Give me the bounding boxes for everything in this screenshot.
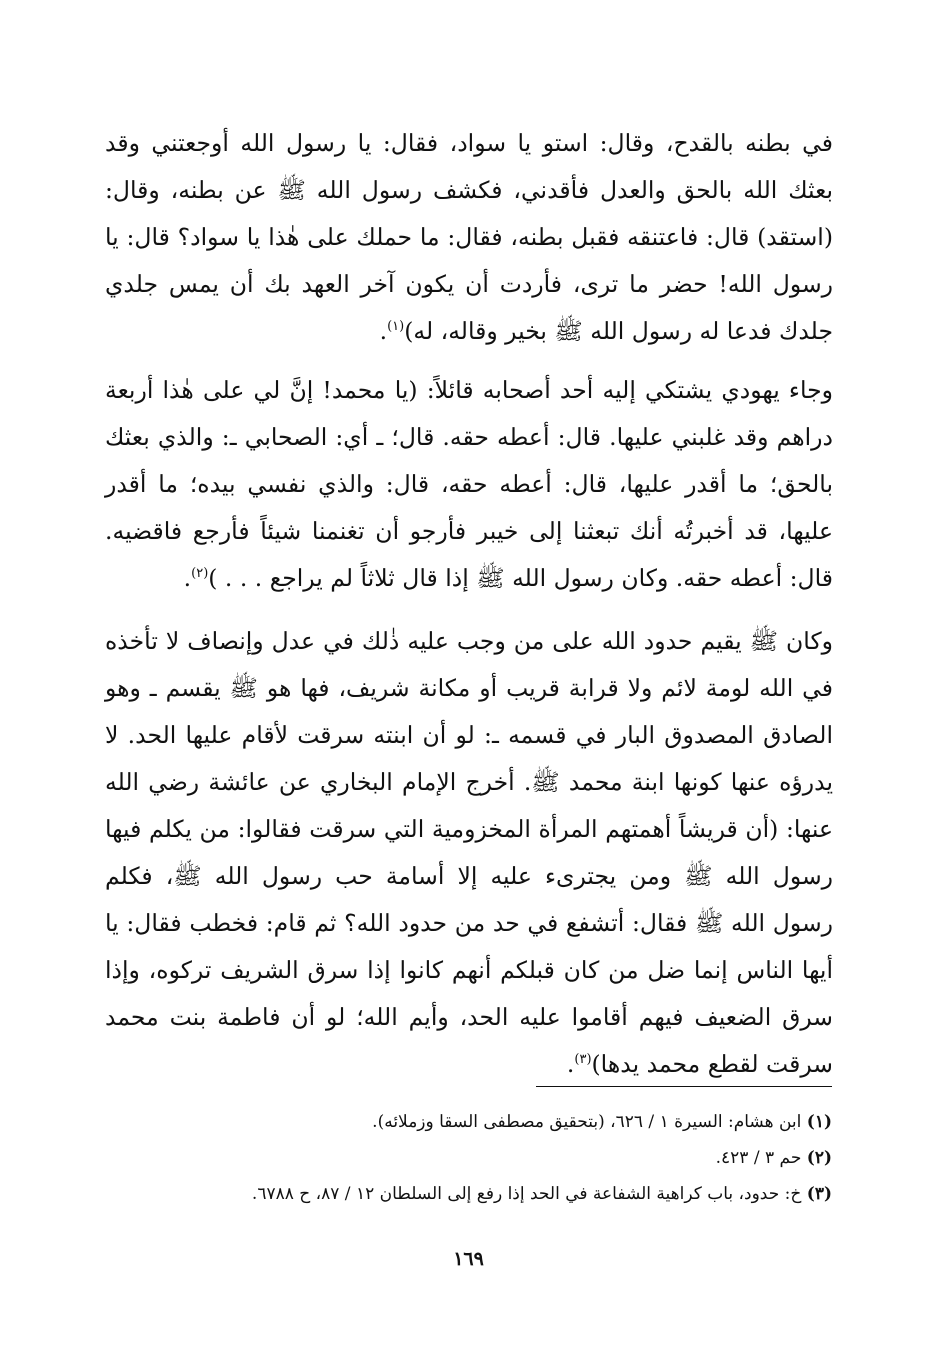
footnote-ref-3[interactable]: (٣) [574, 1052, 592, 1068]
footnote-3-number: (٣) [806, 1184, 832, 1204]
footnote-2-number: (٢) [806, 1148, 832, 1168]
footnotes [104, 1104, 832, 1212]
footnote-2 [104, 1140, 832, 1176]
footnote-3 [104, 1176, 832, 1212]
footnote-3-text: خ: حدود، باب كراهية الشفاعة في الحد إذا رفع إلى السلطان ١٢ / ٨٧، ح ٦٧٨٨. [251, 1184, 802, 1204]
footnote-2-text: حم ٣ / ٤٢٣. [715, 1148, 802, 1168]
paragraph-3-text: وكان ﷺ يقيم حدود الله على من وجب عليه ذٰلك في عدل وإنصاف لا تأخذه في الله لومة لائم ولا قرابة قريب أو مكانة شريف، فها هو ﷺ يقسم ـ وهو الصادق المصدوق البار في قسمه ـ: لو أن ابنته سرقت لأقام عليها الحد. لا يدرؤه عنها كونها ابنة محمد ﷺ. أخرج الإمام البخاري عن عائشة رضي الله عنها: (أن قريشاً أهمتهم المرأة المخزومية التي سرقت فقالوا: من يكلم فيها رسول الله ﷺ ومن يجترىء عليه إلا أسامة حب رسول الله ﷺ، فكلم رسول الله ﷺ فقال: أتشفع في حد من حدود الله؟ ثم قام: فخطب فقال: يا أيها الناس إنما ضل من كان قبلكم أنهم كانوا إذا سرق الشريف تركوه، وإذا سرق الضعيف فيهم أقاموا عليه الحد، وأيم الله؛ لو أن فاطمة بنت محمد سرقت لقطع محمد يدها) [105, 627, 833, 1078]
page-body [105, 120, 833, 1100]
paragraph-1-text: في بطنه بالقدح، وقال: استو يا سواد، فقال: يا رسول الله أوجعتني وقد بعثك الله بالحق والعدل فأقدني، فكشف رسول الله ﷺ عن بطنه، وقال: (استقد) قال: فاعتنقه فقبل بطنه، فقال: ما حملك على هٰذا يا سواد؟ قال: يا رسول الله! حضر ما ترى، فأردت أن يكون آخر العهد بك أن يمس جلدي جلدك فدعا له رسول الله ﷺ بخير وقاله، له) [105, 129, 833, 345]
footnote-ref-2[interactable]: (٢) [191, 566, 209, 582]
paragraph-1 [105, 120, 833, 355]
footnote-1 [104, 1104, 832, 1140]
page-number: ١٦٩ [453, 1248, 484, 1270]
footnote-ref-1[interactable]: (١) [387, 319, 405, 335]
footnote-1-number: (١) [806, 1112, 832, 1132]
paragraph-3-end: . [566, 1050, 575, 1078]
paragraph-2-end: . [183, 564, 192, 592]
footnote-divider [536, 1086, 832, 1087]
paragraph-3 [105, 618, 833, 1088]
paragraph-2 [105, 367, 833, 602]
paragraph-2-text: وجاء يهودي يشتكي إليه أحد أصحابه قائلاً: (يا محمد! إنَّ لي على هٰذا أربعة دراهم وقد غلبني عليها. قال: أعطه حقه. قال؛ ـ أي: الصحابي ـ: والذي بعثك بالحق؛ ما أقدر عليها، قال: أعطه حقه، قال: والذي نفسي بيده؛ ما أقدر عليها، قد أخبرتُه أنك تبعثنا إلى خيبر فأرجو أن تغنمنا شيئاً فأرجع فاقضيه. قال: أعطه حقه. وكان رسول الله ﷺ إذا قال ثلاثاً لم يراجع . . . ) [105, 376, 833, 592]
footnote-1-text: ابن هشام: السيرة ١ / ٦٢٦، (بتحقيق مصطفى السقا وزملائه). [372, 1112, 802, 1132]
paragraph-1-end: . [379, 317, 388, 345]
